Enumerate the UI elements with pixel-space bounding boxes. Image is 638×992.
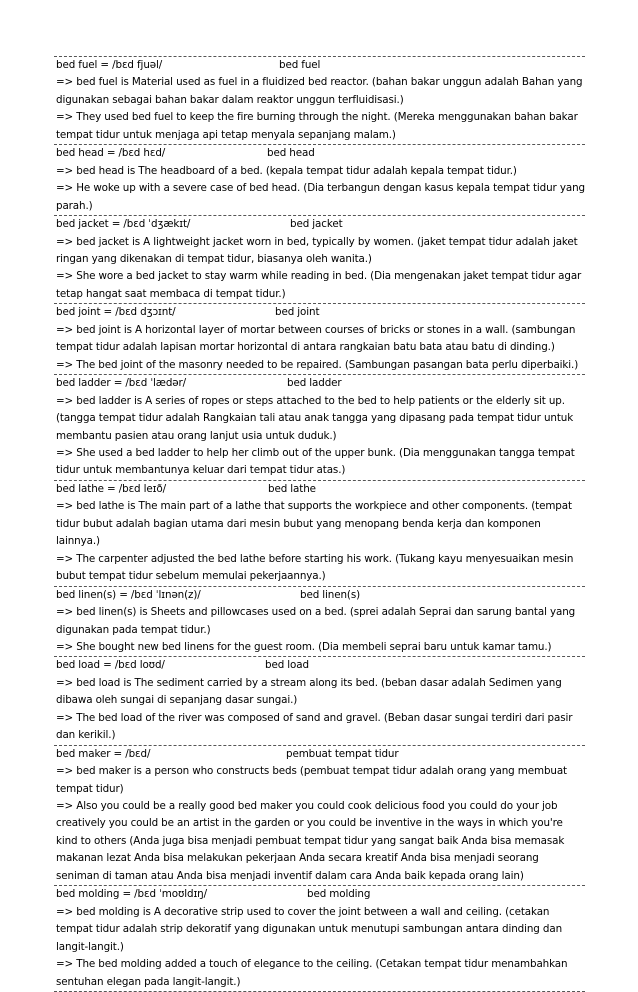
term-translation: bed lathe <box>268 482 316 495</box>
entry-bed-head <box>54 145 585 216</box>
definition: => bed lathe is The main part of a lathe that supports the workpiece and other components. (tempat tidur bubut adalah bagian utama dari mesin bubut yang menopang benda kerja dan komponen lainnya.) <box>56 500 572 548</box>
definition: => bed jacket is A lightweight jacket worn in bed, typically by women. (jaket tempat tidur adalah jaket ringan yang dikenakan di tempat tidur, biasanya oleh wanita.) <box>56 235 578 265</box>
entry-head <box>56 57 585 74</box>
definition: => bed fuel is Material used as fuel in a fluidized bed reactor. (bahan bakar unggun adalah Bahan yang digunakan sebagai bahan bakar dalam reaktor unggun terfluidisasi.) <box>56 76 583 106</box>
term-pronunciation: bed molding = /bɛd ˈmoʊldɪŋ/ <box>56 888 207 901</box>
term-translation: bed jacket <box>290 218 343 231</box>
entry-bed-load <box>54 657 585 745</box>
example: => He woke up with a severe case of bed head. (Dia terbangun dengan kasus kepala tempat tidur yang parah.) <box>56 182 585 212</box>
entry-bed-ladder <box>54 375 585 481</box>
example: => The bed load of the river was composed of sand and gravel. (Beban dasar sungai terdiri dari pasir dan kerikil.) <box>56 711 573 742</box>
definition: => bed head is The headboard of a bed. (kepala tempat tidur adalah kepala tempat tidur.) <box>56 164 517 177</box>
term-translation: bed head <box>267 147 315 160</box>
example: => She used a bed ladder to help her climb out of the upper bunk. (Dia menggunakan tangga tempat tidur untuk membantunya keluar dari tempat tidur atas.) <box>56 446 575 477</box>
definition: => bed ladder is A series of ropes or steps attached to the bed to help patients or the elderly sit up. (tangga tempat tidur adalah Rangkaian tali atau anak tangga yang dipasang pada tempat tidur untuk membantu pasien atau orang lanjut usia untuk duduk.) <box>56 394 574 442</box>
term-translation: bed joint <box>275 306 320 319</box>
term-pronunciation: bed ladder = /bɛd ˈlædər/ <box>56 377 187 390</box>
term-pronunciation: bed jacket = /bɛd ˈdʒækɪt/ <box>56 218 191 231</box>
term-translation: bed load <box>265 659 309 672</box>
entry-head <box>56 216 585 233</box>
entry-head <box>56 145 585 162</box>
term-pronunciation: bed head = /bɛd hɛd/ <box>56 147 166 160</box>
term-pronunciation: bed maker = /bɛd/ <box>56 747 151 760</box>
definition: => bed load is The sediment carried by a stream along its bed. (beban dasar adalah Sedimen yang dibawa oleh sungai di sepanjang dasar sungai.) <box>56 676 562 707</box>
example: => She bought new bed linens for the guest room. (Dia membeli seprai baru untuk kamar tamu.) <box>56 640 552 653</box>
term-pronunciation: bed linen(s) = /bɛd ˈlɪnən(z)/ <box>56 588 201 601</box>
example: => They used bed fuel to keep the fire burning through the night. (Mereka menggunakan bahan bakar tempat tidur untuk menjaga api tetap menyala sepanjang malam.) <box>56 111 578 141</box>
example: => The bed molding added a touch of elegance to the ceiling. (Cetakan tempat tidur menambahkan sentuhan elegan pada langit-langit.) <box>56 958 568 988</box>
term-pronunciation: bed lathe = /bɛd leɪð/ <box>56 482 166 495</box>
entry-head <box>56 886 585 903</box>
term-translation: pembuat tempat tidur <box>286 747 399 760</box>
entry-bed-lathe <box>54 481 585 587</box>
term-pronunciation: bed load = /bɛd loʊd/ <box>56 659 165 672</box>
vocabulary-list <box>54 56 585 992</box>
term-pronunciation: bed fuel = /bɛd fjuəl/ <box>56 59 163 71</box>
entry-head <box>56 375 585 392</box>
term-pronunciation: bed joint = /bɛd dʒɔɪnt/ <box>56 306 176 319</box>
definition: => bed linen(s) is Sheets and pillowcases used on a bed. (sprei adalah Seprai dan sarung bantal yang digunakan pada tempat tidur.) <box>56 606 576 636</box>
example: => She wore a bed jacket to stay warm while reading in bed. (Dia mengenakan jaket tempat tidur agar tetap hangat saat membaca di tempat tidur.) <box>56 270 582 300</box>
entry-bed-jacket <box>54 216 585 304</box>
entry-head <box>56 657 585 674</box>
entry-bed-fuel <box>54 56 585 145</box>
term-translation: bed ladder <box>287 377 342 390</box>
entry-head <box>56 481 585 498</box>
term-translation: bed linen(s) <box>300 588 361 601</box>
definition: => bed maker is a person who constructs beds (pembuat tempat tidur adalah orang yang membuat tempat tidur) <box>56 765 567 795</box>
example: => The bed joint of the masonry needed to be repaired. (Sambungan pasangan bata perlu diperbaiki.) <box>56 358 579 371</box>
definition: => bed molding is A decorative strip used to cover the joint between a wall and ceiling. (cetakan tempat tidur adalah strip dekoratif yang digunakan untuk menutupi sambungan antara dinding dan langit-langit.) <box>56 905 563 953</box>
entry-bed-maker <box>54 746 585 887</box>
term-translation: bed molding <box>307 888 371 901</box>
entry-head <box>56 304 585 321</box>
term-translation: bed fuel <box>279 59 321 71</box>
definition: => bed joint is A horizontal layer of mortar between courses of bricks or stones in a wall. (sambungan tempat tidur adalah lapisan mortar horizontal di antara rangkaian batu bata atau batu di dinding.) <box>56 323 576 354</box>
entry-head <box>56 587 585 604</box>
entry-bed-joint <box>54 304 585 375</box>
entry-head <box>56 746 585 763</box>
example: => Also you could be a really good bed maker you could cook delicious food you could do your job creatively you could be an artist in the garden or you could be inventive in the ways in which you're kind to others (Anda juga bisa menjadi pembuat tempat tidur yang sangat baik Anda bisa memasak makanan lezat Anda bisa melakukan pekerjaan Anda secara kreatif Anda bisa menjadi seorang seniman di taman atau Anda bisa menjadi inventif dalam cara Anda baik kepada orang lain) <box>56 800 565 882</box>
entry-bed-molding <box>54 886 585 992</box>
entry-bed-linens <box>54 587 585 658</box>
example: => The carpenter adjusted the bed lathe before starting his work. (Tukang kayu menyesuaikan mesin bubut tempat tidur sebelum memulai pekerjaannya.) <box>56 552 574 583</box>
